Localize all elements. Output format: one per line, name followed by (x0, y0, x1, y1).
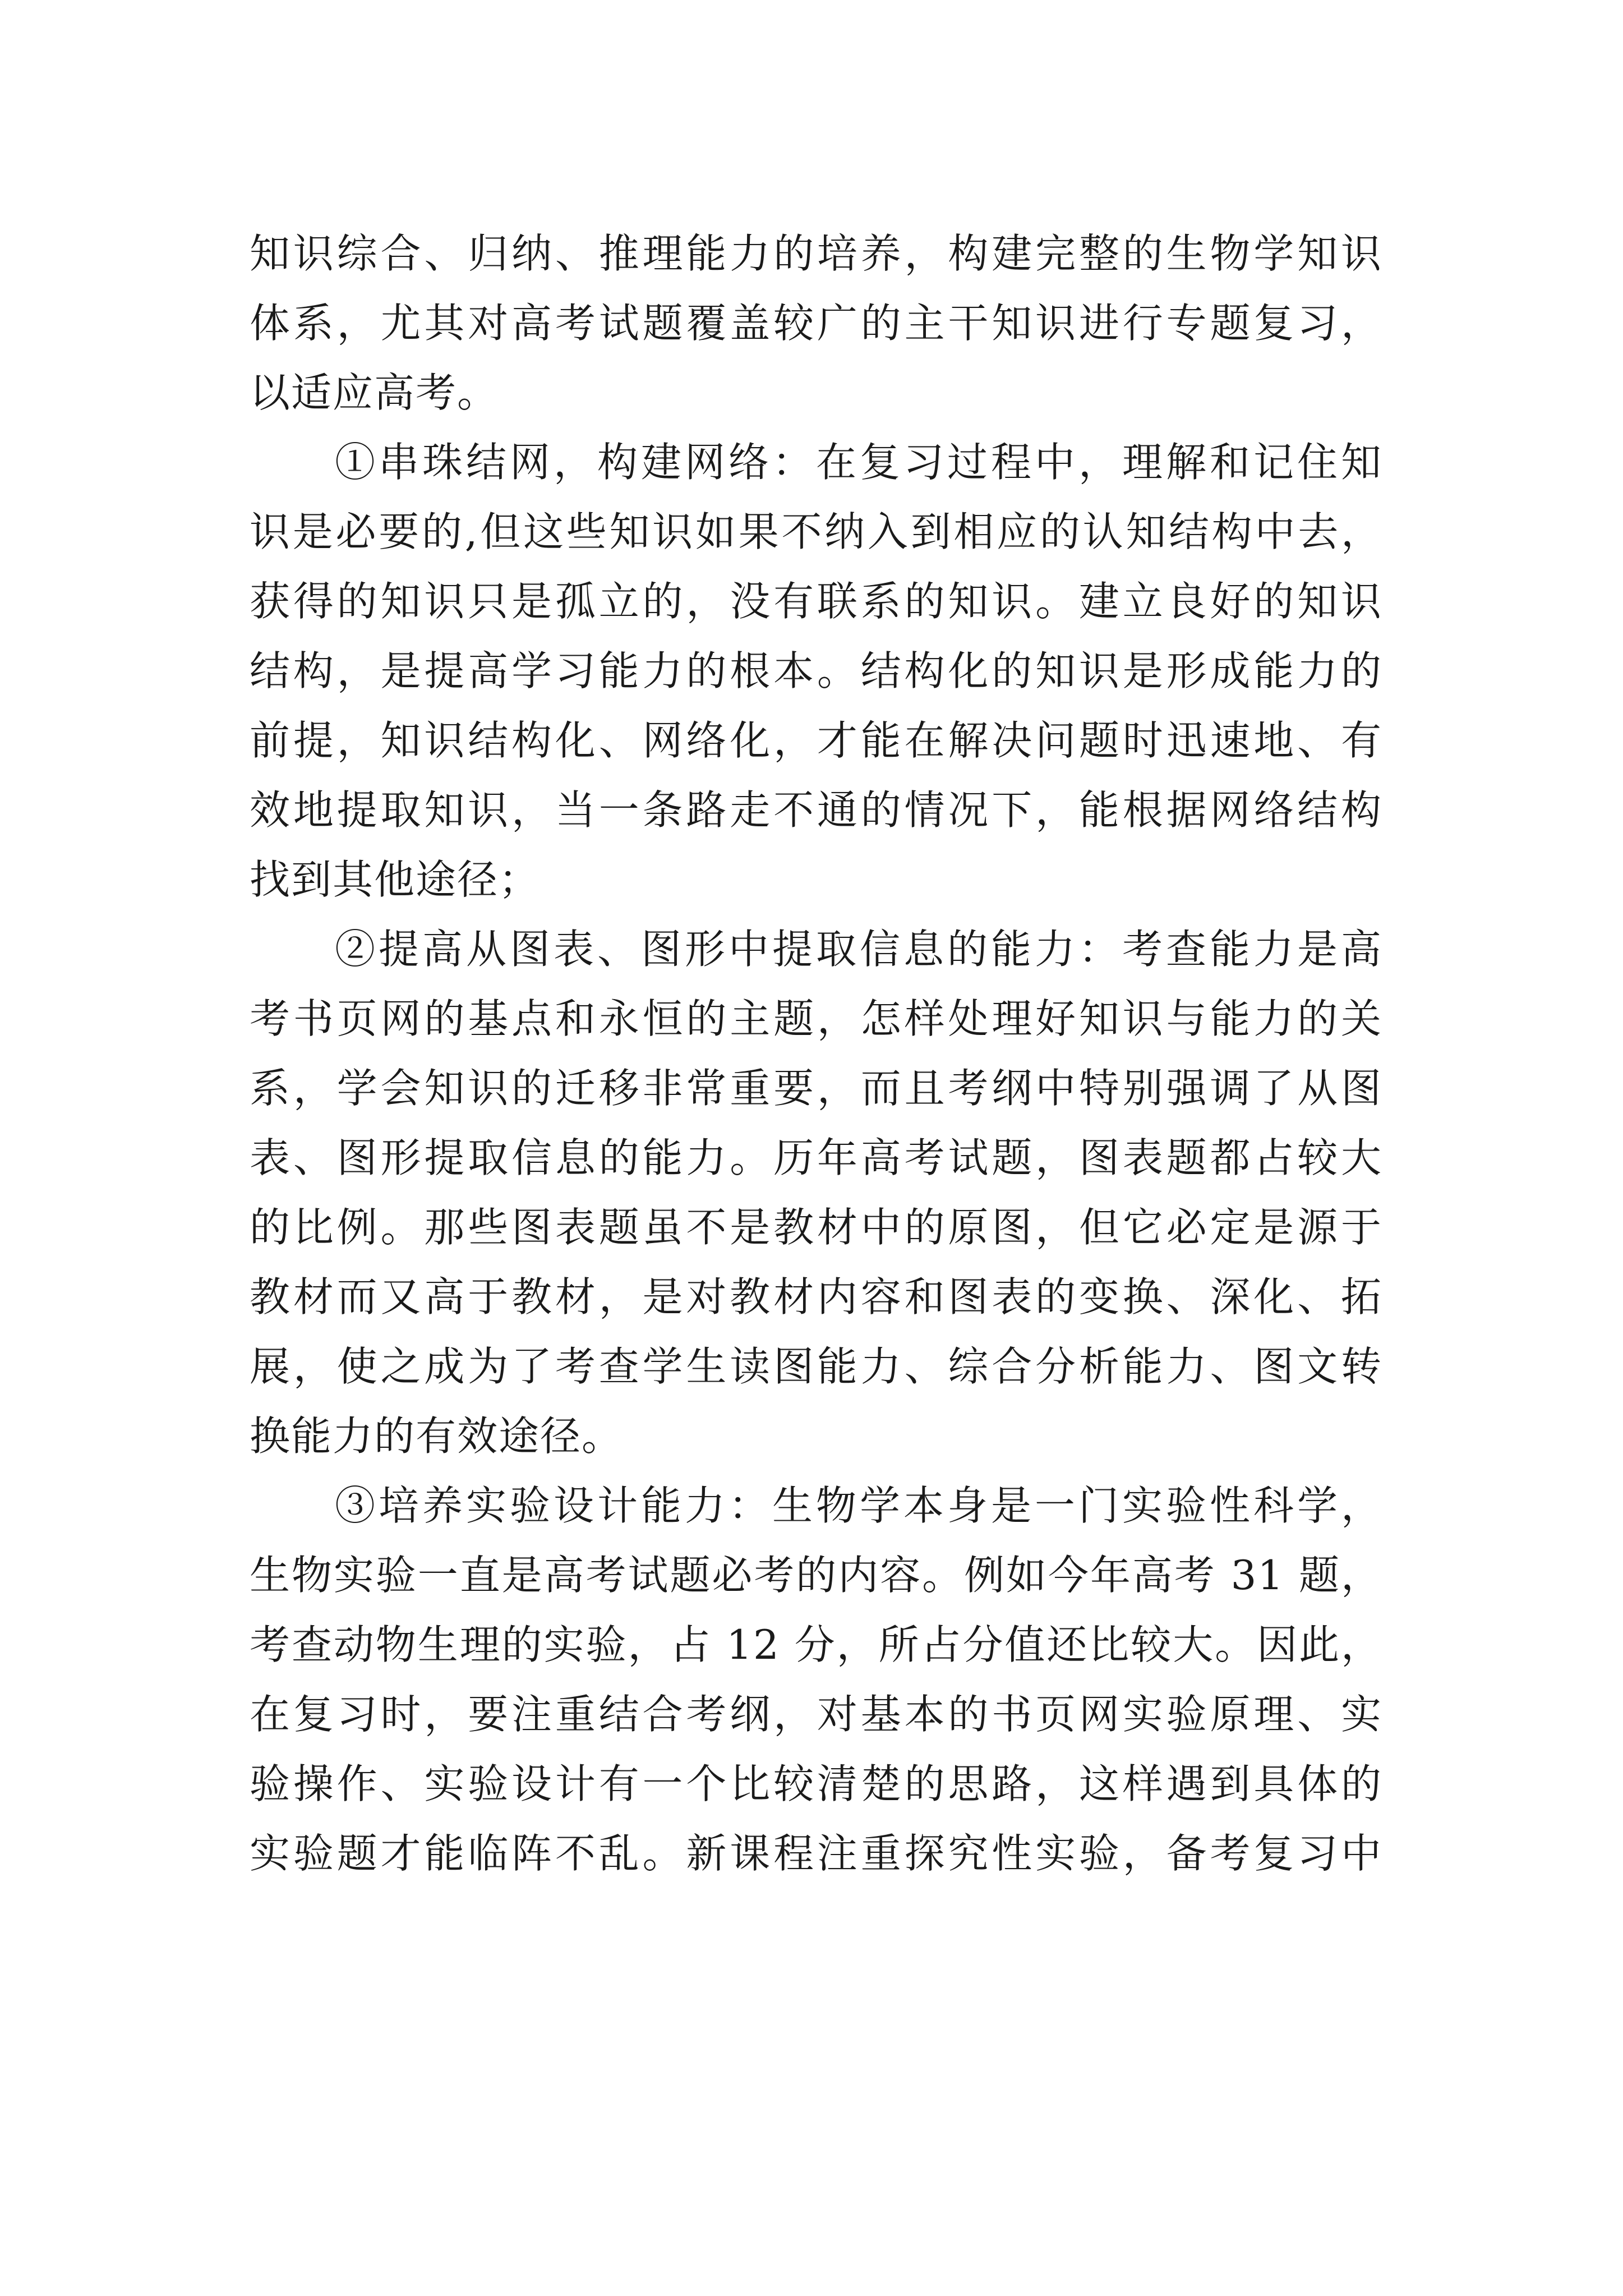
text-line: 考书页网的基点和永恒的主题，怎样处理好知识与能力的关 (250, 995, 1382, 1042)
text-line: 识是必要的,但这些知识如果不纳入到相应的认知结构中去， (250, 508, 1382, 555)
text-line: 以适应高考。 (250, 369, 499, 416)
text-line: ③培养实验设计能力：生物学本身是一门实验性科学， (335, 1482, 1382, 1529)
text-line: 实验题才能临阵不乱。新课程注重探究性实验，备考复习中 (250, 1830, 1382, 1877)
text-line: 表、图形提取信息的能力。历年高考试题，图表题都占较大 (250, 1134, 1382, 1181)
text-line: 在复习时，要注重结合考纲，对基本的书页网实验原理、实 (250, 1691, 1382, 1738)
text-line: 获得的知识只是孤立的，没有联系的知识。建立良好的知识 (250, 578, 1382, 625)
text-line: 结构，是提高学习能力的根本。结构化的知识是形成能力的 (250, 647, 1382, 694)
text-line: 换能力的有效途径。 (250, 1412, 624, 1460)
text-line: 生物实验一直是高考试题必考的内容。例如今年高考 31 题， (250, 1552, 1382, 1599)
text-line: 教材而又高于教材，是对教材内容和图表的变换、深化、拓 (250, 1273, 1382, 1320)
text-line: 验操作、实验设计有一个比较清楚的思路，这样遇到具体的 (250, 1760, 1382, 1807)
paragraph-network (250, 427, 1382, 914)
text-line: 找到其他途径； (250, 856, 541, 903)
text-line: 展，使之成为了考查学生读图能力、综合分析能力、图文转 (250, 1343, 1382, 1390)
text-line: 的比例。那些图表题虽不是教材中的原图，但它必定是源于 (250, 1204, 1382, 1251)
text-line: 体系，尤其对高考试题覆盖较广的主干知识进行专题复习， (250, 300, 1382, 347)
text-line: 考查动物生理的实验，占 12 分，所占分值还比较大。因此， (250, 1621, 1382, 1668)
text-line: 知识综合、归纳、推理能力的培养，构建完整的生物学知识 (250, 230, 1382, 277)
paragraph-experiment (250, 1471, 1382, 1888)
text-line: 效地提取知识，当一条路走不通的情况下，能根据网络结构 (250, 786, 1382, 834)
paragraph-intro (250, 219, 1382, 427)
text-line: ②提高从图表、图形中提取信息的能力：考查能力是高 (335, 926, 1382, 973)
body-text (250, 219, 1382, 1888)
text-line: 系，学会知识的迁移非常重要，而且考纲中特别强调了从图 (250, 1065, 1382, 1112)
text-line: ①串珠结网，构建网络：在复习过程中，理解和记住知 (335, 439, 1382, 486)
text-line: 前提，知识结构化、网络化，才能在解决问题时迅速地、有 (250, 717, 1382, 764)
paragraph-charts (250, 914, 1382, 1471)
